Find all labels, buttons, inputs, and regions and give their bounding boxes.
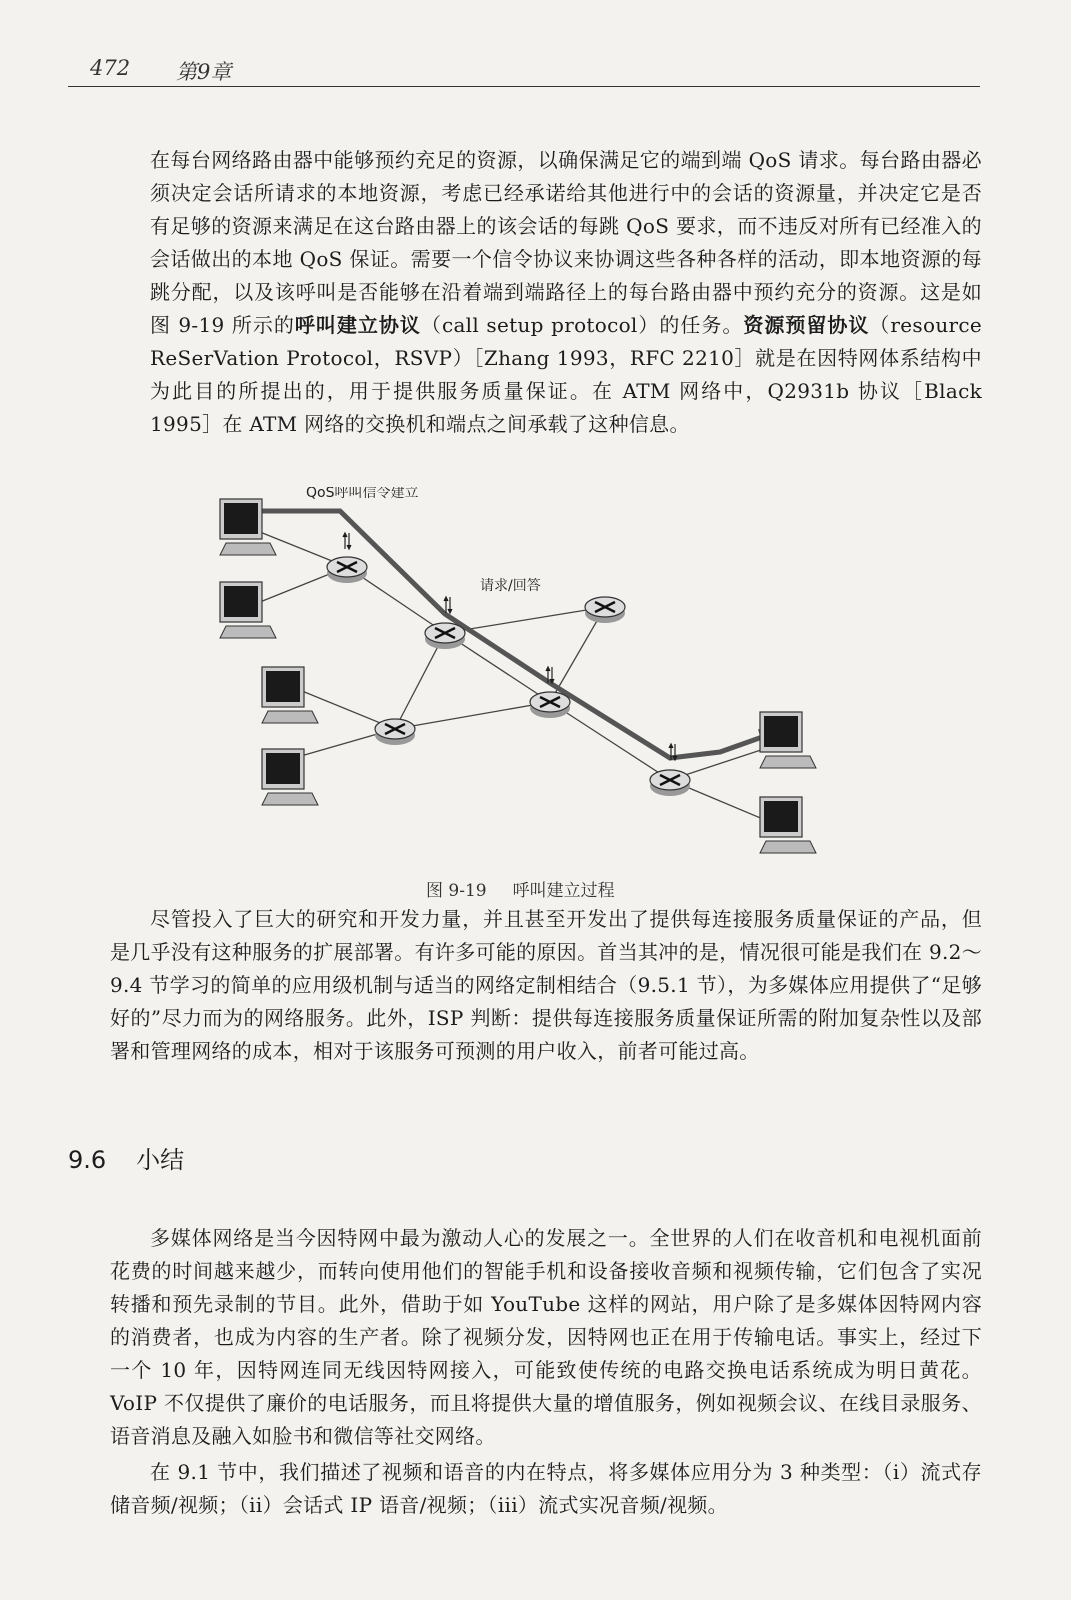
page-header — [68, 52, 980, 87]
paragraph-rsvp — [150, 144, 982, 441]
paragraph1-text-b: （call setup protocol）的任务。 — [420, 313, 744, 337]
paragraph-deployment: 尽管投入了巨大的研究和开发力量，并且甚至开发出了提供每连接服务质量保证的产品，但是几乎没有这种服务的扩展部署。有许多可能的原因。首当其冲的是，情况很可能是我们在 9.2～9.4 节学习的简单的应用级机制与适当的网络定制相结合（9.5.1 节），为多媒体应用提供了“足够好的”尽力而为的网络服务。此外，ISP 判断：提供每连接服务质量保证所需的附加复杂性以及部署和管理网络的成本，相对于该服务可预测的用户收入，前者可能过高。 — [110, 907, 982, 1063]
figure-caption — [426, 876, 615, 901]
host-computer-5 — [760, 712, 816, 768]
host-computer-1 — [220, 499, 276, 555]
network-diagram — [200, 487, 1000, 887]
host-computer-4 — [262, 749, 318, 805]
paragraph-types: 在 9.1 节中，我们描述了视频和语音的内在特点，将多媒体应用分为 3 种类型：（i）流式存储音频/视频；（ii）会话式 IP 语音/视频；（iii）流式实况音频/视频。 — [110, 1460, 982, 1517]
page-number: 472 — [90, 56, 131, 80]
term-call-setup-protocol: 呼叫建立协议 — [294, 313, 421, 337]
router-5 — [530, 692, 570, 718]
paragraph-summary: 多媒体网络是当今因特网中最为激动人心的发展之一。全世界的人们在收音机和电视机面前花费的时间越来越少，而转向使用他们的智能手机和设备接收音频和视频传输，它们包含了实况转播和预先录制的节目。此外，借助于如 YouTube 这样的网站，用户除了是多媒体因特网内容的消费者，也成为内容的生产者。除了视频分发，因特网也正在用于传输电话。事实上，经过下一个 10 年，因特网连同无线因特网接入，可能致使传统的电路交换电话系统成为明日黄花。VoIP 不仅提供了廉价的电话服务，而且将提供大量的增值服务，例如视频会议、在线目录服务、语音消息及融入如脸书和微信等社交网络。 — [110, 1226, 982, 1448]
router-4 — [375, 719, 415, 745]
section-number: 9.6 — [68, 1146, 107, 1174]
router-2 — [425, 623, 465, 649]
host-computer-6 — [760, 797, 816, 853]
section-heading — [68, 1140, 184, 1175]
section-title: 小结 — [136, 1146, 185, 1174]
term-rsvp: 资源预留协议 — [743, 313, 870, 337]
label-qos-setup: QoS呼叫信令建立 — [306, 487, 419, 501]
host-computer-2 — [220, 582, 276, 638]
chapter-title: 第9章 — [176, 60, 232, 84]
caption-number: 图 9-19 — [426, 881, 487, 901]
qos-signal-path — [262, 511, 768, 758]
caption-title: 呼叫建立过程 — [512, 881, 615, 901]
label-request-reply: 请求/回答 — [480, 578, 541, 594]
paragraph1-text: 在每台网络路由器中能够预约充足的资源，以确保满足它的端到端 QoS 请求。每台路由器必须决定会话所请求的本地资源，考虑已经承诺给其他进行中的会话的资源量，并决定它是否有足够的资源来满足在这台路由器上的该会话的每跳 QoS 要求，而不违反对所有已经准入的会话做出的本地 QoS 保证。需要一个信令协议来协调这些各种各样的活动，即本地资源的每跳分配，以及该呼叫是否能够在沿着端到端路径上的每台路由器中预约充分的资源。这是如图 9-19 所示的 — [150, 148, 982, 337]
router-1 — [327, 557, 367, 583]
router-3 — [585, 597, 625, 623]
router-6 — [650, 770, 690, 796]
figure-call-setup — [200, 487, 1000, 887]
host-computer-3 — [262, 667, 318, 723]
paragraph1-text-c: （resource ReSerVation Protocol，RSVP）［Zhang 1993，RFC 2210］就是在因特网体系结构中为此目的所提出的，用于提供服务质量保证。在 ATM 网络中，Q2931b 协议［Black 1995］在 ATM 网络的交换机和端点之间承载了这种信息。 — [150, 313, 983, 436]
